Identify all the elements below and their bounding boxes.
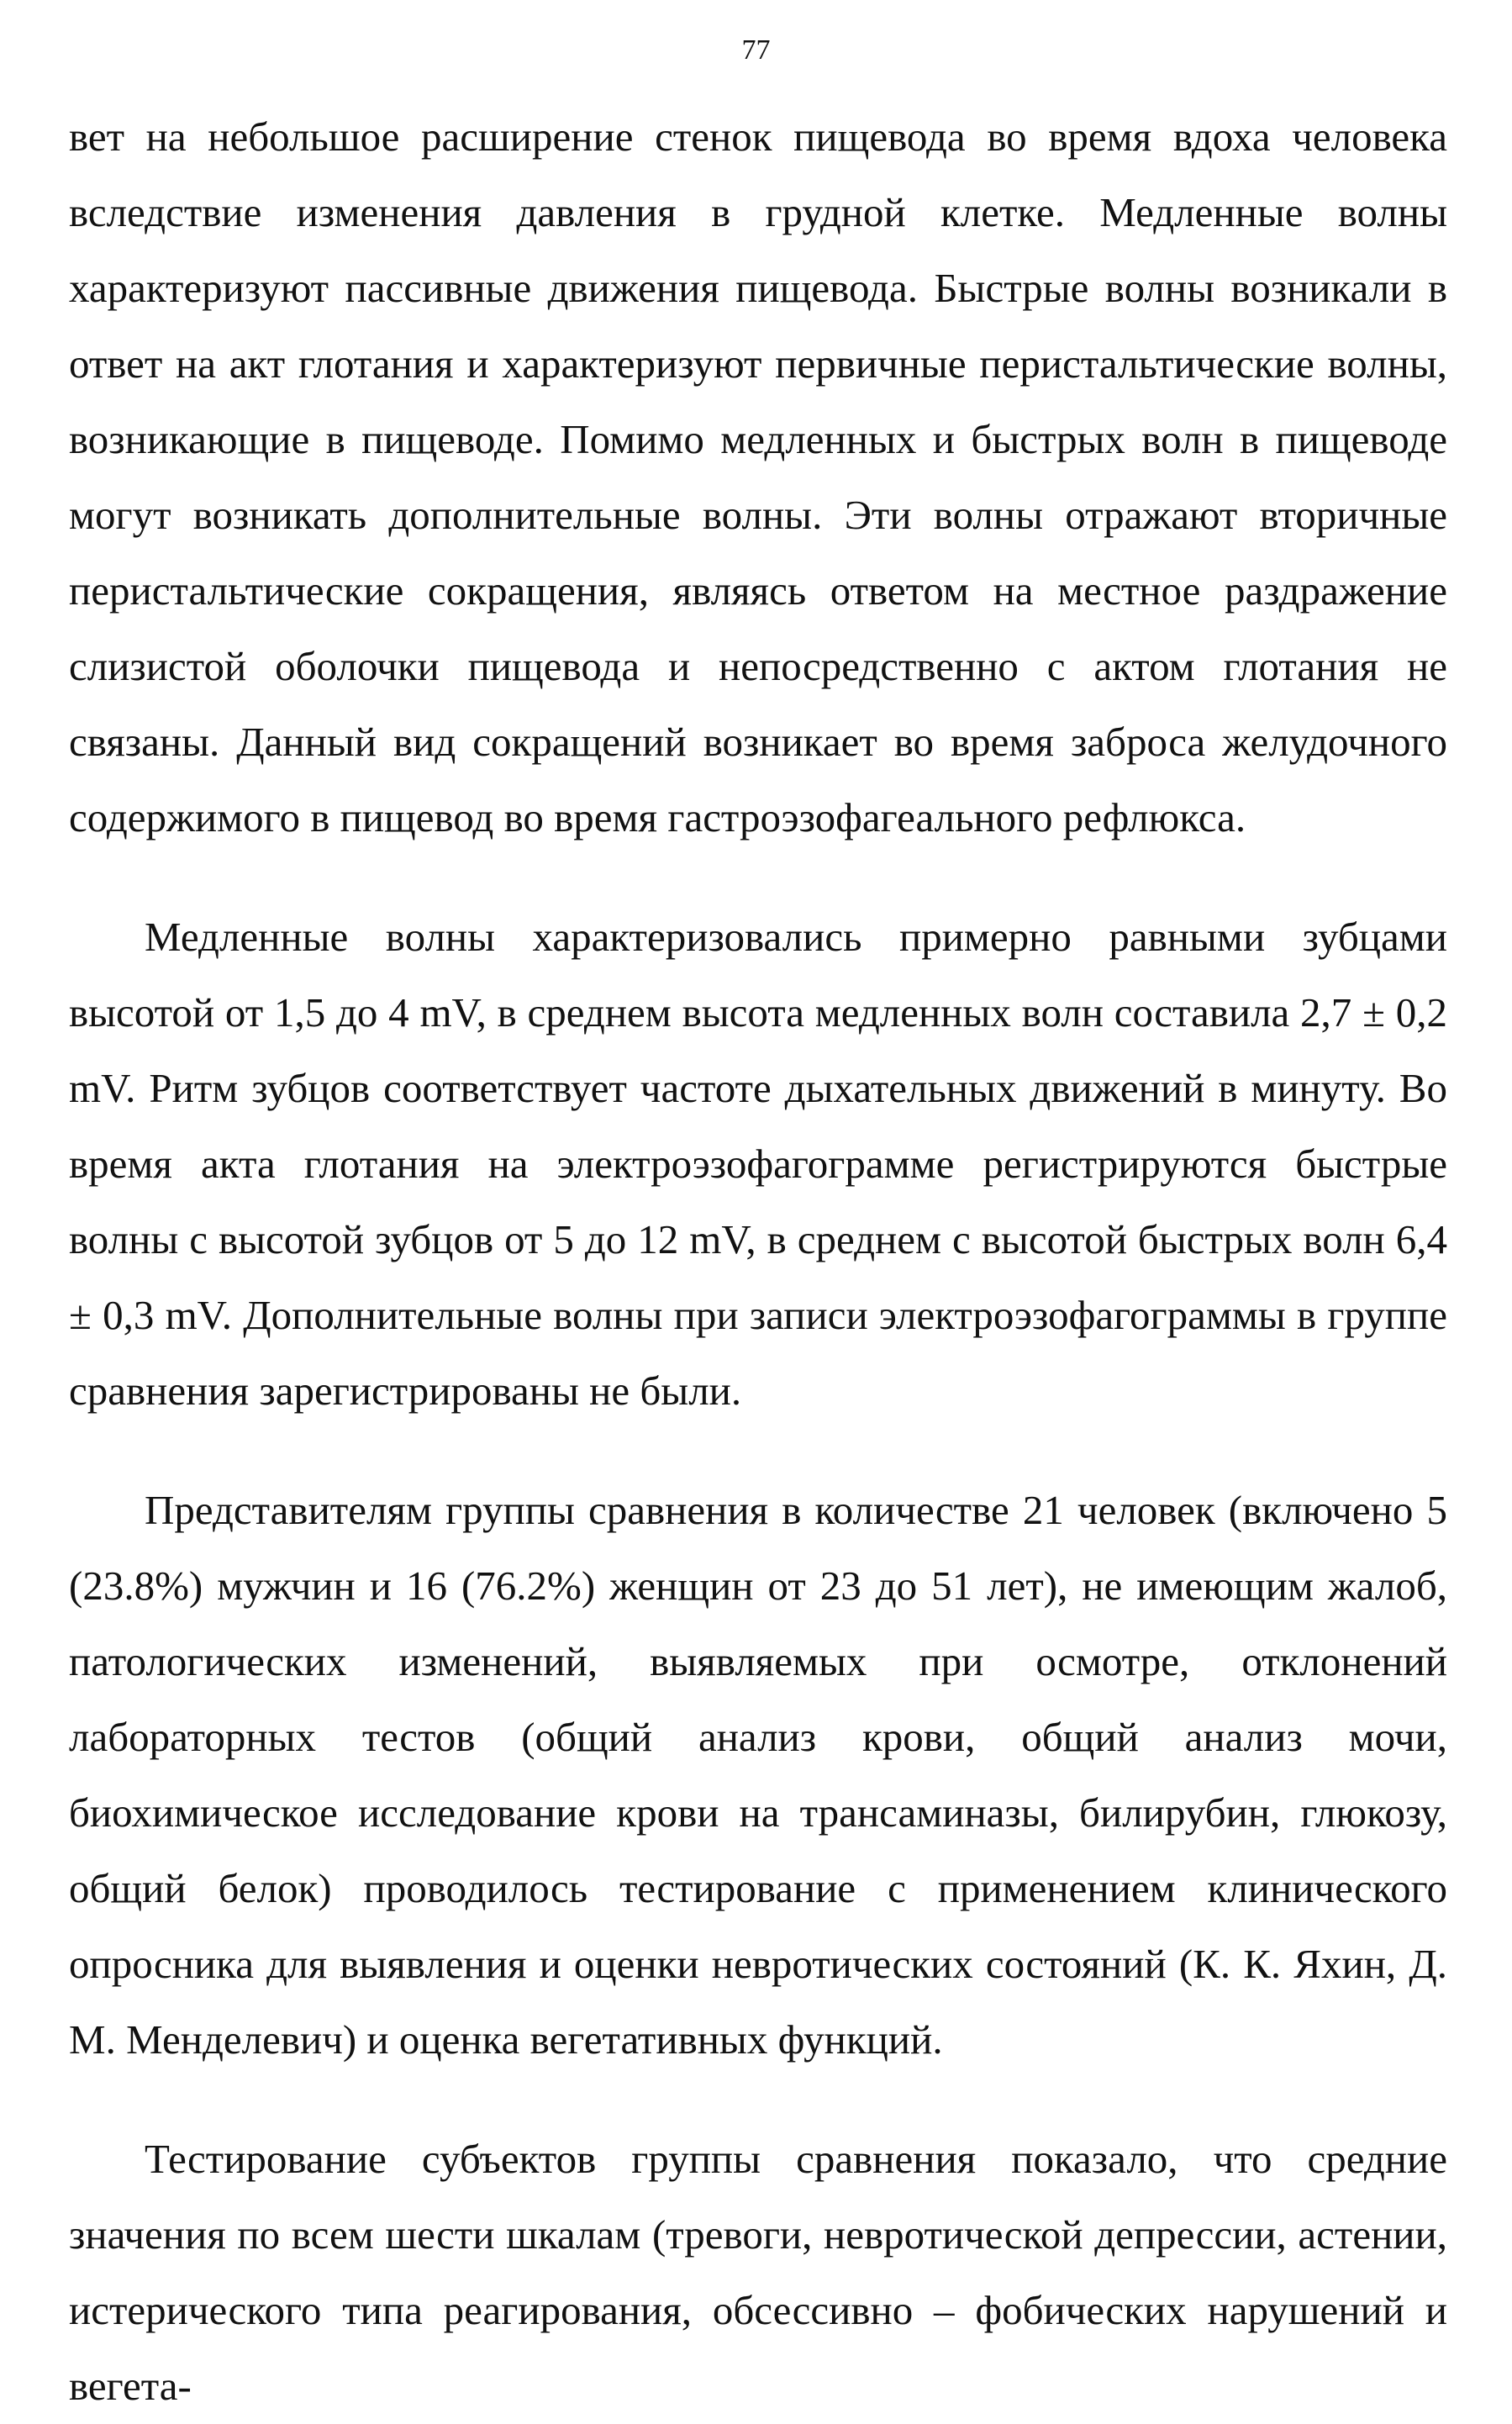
paragraph-testing-results: Тестирование субъектов группы сравнения показало, что средние значения по всем шести шкалам (тревоги, невротической депрессии, астении, истерического типа реагирования, обсессивно – фобических нарушений и вегета-: [69, 2136, 1447, 2409]
page-number: 77: [741, 34, 771, 66]
paragraph-continuation: вет на небольшое расширение стенок пищевода во время вдоха человека вследствие изменения давления в грудной клетке. Медленные волны характеризуют пассивные движения пищевода. Быстрые волны возникали в ответ на акт глотания и характеризуют первичные перистальтические волны, возникающие в пищеводе. Помимо медленных и быстрых волн в пищеводе могут возникать дополнительные волны. Эти волны отражают вторичные перистальтические сокращения, являясь ответом на местное раздражение слизистой оболочки пищевода и непосредственно с актом глотания не связаны. Данный вид сокращений возникает во время заброса желудочного содержимого в пищевод во время гастроэзофагеального рефлюкса.: [69, 113, 1447, 840]
body-text: [69, 99, 1447, 2424]
paragraph-slow-waves: Медленные волны характеризовались примерно равными зубцами высотой от 1,5 до 4 mV, в среднем высота медленных волн составила 2,7 ± 0,2 mV. Ритм зубцов соответствует частоте дыхательных движений в минуту. Во время акта глотания на электроэзофагограмме регистрируются быстрые волны с высотой зубцов от 5 до 12 mV, в среднем с высотой быстрых волн 6,4 ± 0,3 mV. Дополнительные волны при записи электроэзофагограммы в группе сравнения зарегистрированы не были.: [69, 914, 1447, 1414]
paragraph-comparison-group: Представителям группы сравнения в количестве 21 человек (включено 5 (23.8%) мужчин и 16 (76.2%) женщин от 23 до 51 лет), не имеющим жалоб, патологических изменений, выявляемых при осмотре, отклонений лабораторных тестов (общий анализ крови, общий анализ мочи, биохимическое исследование крови на трансаминазы, билирубин, глюкозу, общий белок) проводилось тестирование с применением клинического опросника для выявления и оценки невротических состояний (К. К. Яхин, Д. М. Менделевич) и оценка вегетативных функций.: [69, 1487, 1447, 2063]
